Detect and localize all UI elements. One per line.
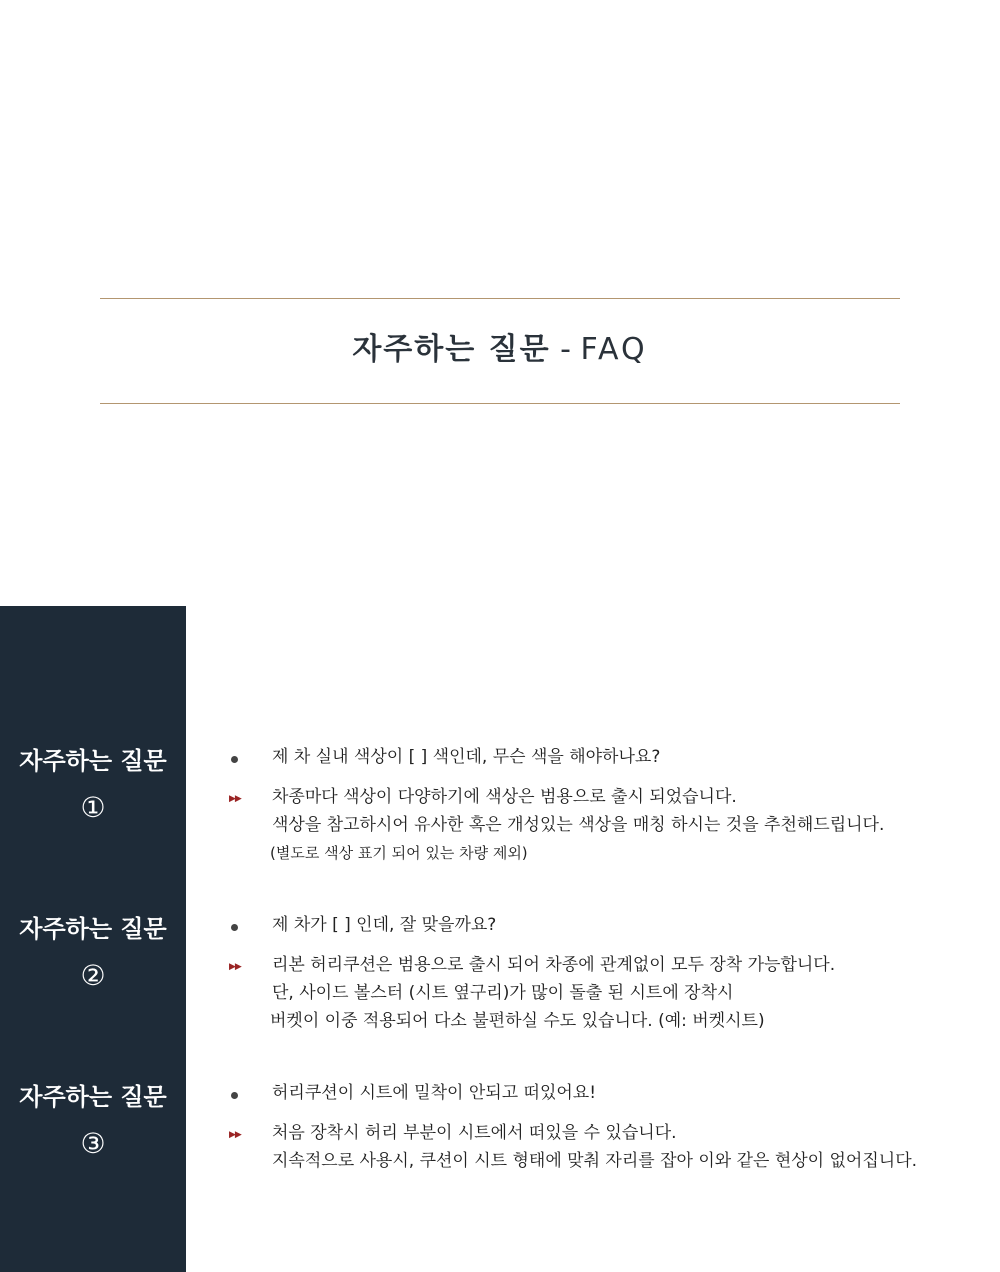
faq-2-bullet-icon <box>231 924 238 931</box>
page-title <box>0 330 1000 370</box>
faq-3-question: 허리쿠션이 시트에 밀착이 안되고 떠있어요! <box>272 1083 597 1103</box>
faq-1-answer <box>272 783 884 867</box>
faq-1-answer-line: 차종마다 색상이 다양하기에 색상은 범용으로 출시 되었습니다. <box>272 787 737 807</box>
title-top-rule <box>100 298 900 299</box>
faq-2-arrow-icon: ▶▶ <box>229 962 241 972</box>
page-title-english: FAQ <box>580 332 648 367</box>
faq-2-answer-line: 단, 사이드 볼스터 (시트 옆구리)가 많이 돌출 된 시트에 장착시 <box>272 983 734 1003</box>
faq-1-label: 자주하는 질문 <box>19 747 167 775</box>
faq-1-answer-line: 색상을 참고하시어 유사한 혹은 개성있는 색상을 매칭 하시는 것을 추천해드립니다. <box>272 815 885 835</box>
page-title-separator: - <box>550 332 581 367</box>
faq-1-question: 제 차 실내 색상이 [ ] 색인데, 무슨 색을 해야하나요? <box>272 747 661 767</box>
faq-1-bullet-icon <box>231 756 238 763</box>
faq-2-label: 자주하는 질문 <box>19 915 167 943</box>
page-title-korean: 자주하는 질문 <box>352 332 551 367</box>
faq-3-number: ③ <box>80 1127 106 1160</box>
faq-3-bullet-icon <box>231 1092 238 1099</box>
title-bottom-rule <box>100 403 900 404</box>
faq-2-number: ② <box>80 959 106 992</box>
faq-2-answer-line: 리본 허리쿠션은 범용으로 출시 되어 차종에 관계없이 모두 장착 가능합니다. <box>272 955 836 975</box>
faq-3-label: 자주하는 질문 <box>19 1083 167 1111</box>
faq-3-answer-line: 지속적으로 사용시, 쿠션이 시트 형태에 맞춰 자리를 잡아 이와 같은 현상이 없어집니다. <box>272 1151 918 1171</box>
faq-2-answer <box>272 951 835 1035</box>
faq-2-question: 제 차가 [ ] 인데, 잘 맞을까요? <box>272 915 497 935</box>
faq-1-arrow-icon: ▶▶ <box>229 794 241 804</box>
faq-2-answer-line: 버켓이 이중 적용되어 다소 불편하실 수도 있습니다. (예: 버켓시트) <box>270 1011 765 1031</box>
faq-1-number: ① <box>80 791 106 824</box>
faq-3-answer <box>272 1119 917 1175</box>
faq-1-answer-note: (별도로 색상 표기 되어 있는 차량 제외) <box>270 844 528 862</box>
faq-3-answer-line: 처음 장착시 허리 부분이 시트에서 떠있을 수 있습니다. <box>272 1123 677 1143</box>
faq-3-arrow-icon: ▶▶ <box>229 1130 241 1140</box>
